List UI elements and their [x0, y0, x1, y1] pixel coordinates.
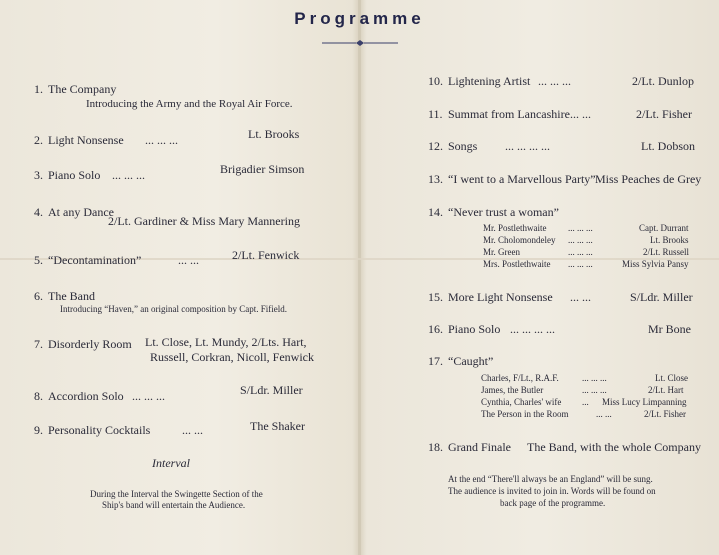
item-title: “Decontamination”: [48, 253, 142, 267]
cast-actor: Lt. Close: [655, 373, 688, 383]
footer-note: The audience is invited to join in. Words will be found on: [448, 486, 656, 496]
item-dots: ... ...: [570, 107, 591, 121]
interval-heading: Interval: [152, 456, 190, 470]
item-dots: ... ... ...: [538, 74, 571, 88]
item-dots: ... ... ...: [145, 133, 178, 147]
item-number: 10.: [428, 74, 443, 88]
item-title: The Band: [48, 289, 95, 303]
cast-role: Mrs. Postlethwaite: [483, 259, 551, 269]
cast-actor: 2/Lt. Russell: [643, 247, 690, 257]
center-fold: [358, 0, 361, 555]
item-dots: ... ...: [182, 423, 203, 437]
item-number: 4.: [34, 205, 43, 219]
cast-role: The Person in the Room: [481, 409, 569, 419]
item-number: 15.: [428, 290, 443, 304]
cast-dots: ... ... ...: [568, 223, 593, 233]
cast-actor: Capt. Durrant: [639, 223, 689, 233]
item-title: Lightening Artist: [448, 74, 531, 88]
item-number: 14.: [428, 205, 443, 219]
item-title: At any Dance: [48, 205, 114, 219]
item-dots: ... ... ...: [112, 168, 145, 182]
cast-dots: ... ... ...: [568, 235, 593, 245]
item-title: Songs: [448, 139, 478, 153]
cast-actor: Miss Lucy Limpanning: [602, 397, 687, 407]
ornament-divider: [320, 38, 400, 48]
interval-note: During the Interval the Swingette Section of the: [90, 489, 263, 499]
item-title: The Company: [48, 82, 117, 96]
item-title: Grand Finale: [448, 440, 511, 454]
item-number: 18.: [428, 440, 443, 454]
cast-dots: ...: [582, 397, 589, 407]
item-number: 16.: [428, 322, 443, 336]
item-title: “I went to a Marvellous Party”: [448, 172, 596, 186]
item-performer: Miss Peaches de Grey: [595, 172, 702, 186]
item-title: Accordion Solo: [48, 389, 124, 403]
cast-actor: 2/Lt. Hart: [648, 385, 684, 395]
item-number: 7.: [34, 337, 43, 351]
item-number: 11.: [428, 107, 443, 121]
item-number: 2.: [34, 133, 43, 147]
cast-dots: ... ...: [596, 409, 612, 419]
item-performer: S/Ldr. Miller: [240, 383, 303, 397]
item-dots: ... ...: [570, 290, 591, 304]
item-title: Piano Solo: [48, 168, 101, 182]
cast-role: Charles, F/Lt., R.A.F.: [481, 373, 559, 383]
item-title: Light Nonsense: [48, 133, 124, 147]
item-performer: Lt. Close, Lt. Mundy, 2/Lts. Hart,: [145, 335, 307, 349]
cast-role: Cynthia, Charles' wife: [481, 397, 562, 407]
cast-dots: ... ... ...: [568, 247, 593, 257]
item-performer: 2/Lt. Gardiner & Miss Mary Mannering: [108, 214, 300, 228]
item-number: 9.: [34, 423, 43, 437]
cast-actor: Miss Sylvia Pansy: [622, 259, 689, 269]
item-number: 5.: [34, 253, 43, 267]
item-number: 3.: [34, 168, 43, 182]
footer-note: At the end “There'll always be an England” will be sung.: [448, 474, 653, 484]
item-performer: 2/Lt. Dunlop: [632, 74, 694, 88]
item-dots: ... ... ... ...: [510, 322, 555, 336]
cast-dots: ... ... ...: [582, 373, 607, 383]
item-performer: Lt. Dobson: [641, 139, 695, 153]
cast-actor: 2/Lt. Fisher: [644, 409, 686, 419]
footer-note: back page of the programme.: [500, 498, 606, 508]
interval-note: Ship's band will entertain the Audience.: [102, 500, 246, 510]
item-number: 8.: [34, 389, 43, 403]
item-title: Personality Cocktails: [48, 423, 151, 437]
cast-role: James, the Butler: [481, 385, 544, 395]
item-title: “Never trust a woman”: [448, 205, 559, 219]
item-performer: 2/Lt. Fisher: [636, 107, 692, 121]
item-number: 6.: [34, 289, 43, 303]
item-performer: Lt. Brooks: [248, 127, 300, 141]
item-title: Summat from Lancashire: [448, 107, 570, 121]
cast-actor: Lt. Brooks: [650, 235, 689, 245]
item-performer: Mr Bone: [648, 322, 691, 336]
item-number: 12.: [428, 139, 443, 153]
item-performer: The Shaker: [250, 419, 305, 433]
item-dots: ... ...: [178, 253, 199, 267]
cast-role: Mr. Postlethwaite: [483, 223, 547, 233]
item-number: 13.: [428, 172, 443, 186]
item-performer-cont: Russell, Corkran, Nicoll, Fenwick: [150, 350, 314, 364]
item-number: 1.: [34, 82, 43, 96]
cast-role: Mr. Green: [483, 247, 520, 257]
cast-dots: ... ... ...: [582, 385, 607, 395]
item-title: Disorderly Room: [48, 337, 132, 351]
item-title: More Light Nonsense: [448, 290, 553, 304]
item-dots: ... ... ... ...: [505, 139, 550, 153]
item-performer: The Band, with the whole Company: [527, 440, 701, 454]
item-subtitle: Introducing the Army and the Royal Air Force.: [86, 98, 293, 110]
item-title: Piano Solo: [448, 322, 501, 336]
programme-title: Programme: [294, 9, 425, 28]
item-performer: 2/Lt. Fenwick: [232, 248, 300, 262]
item-performer: S/Ldr. Miller: [630, 290, 693, 304]
cast-dots: ... ... ...: [568, 259, 593, 269]
item-subtitle: Introducing “Haven,” an original composition by Capt. Fifield.: [60, 304, 287, 314]
item-performer: Brigadier Simson: [220, 162, 305, 176]
cast-role: Mr. Cholomondeley: [483, 235, 556, 245]
item-dots: ... ... ...: [132, 389, 165, 403]
item-title: “Caught”: [448, 354, 494, 368]
item-number: 17.: [428, 354, 443, 368]
